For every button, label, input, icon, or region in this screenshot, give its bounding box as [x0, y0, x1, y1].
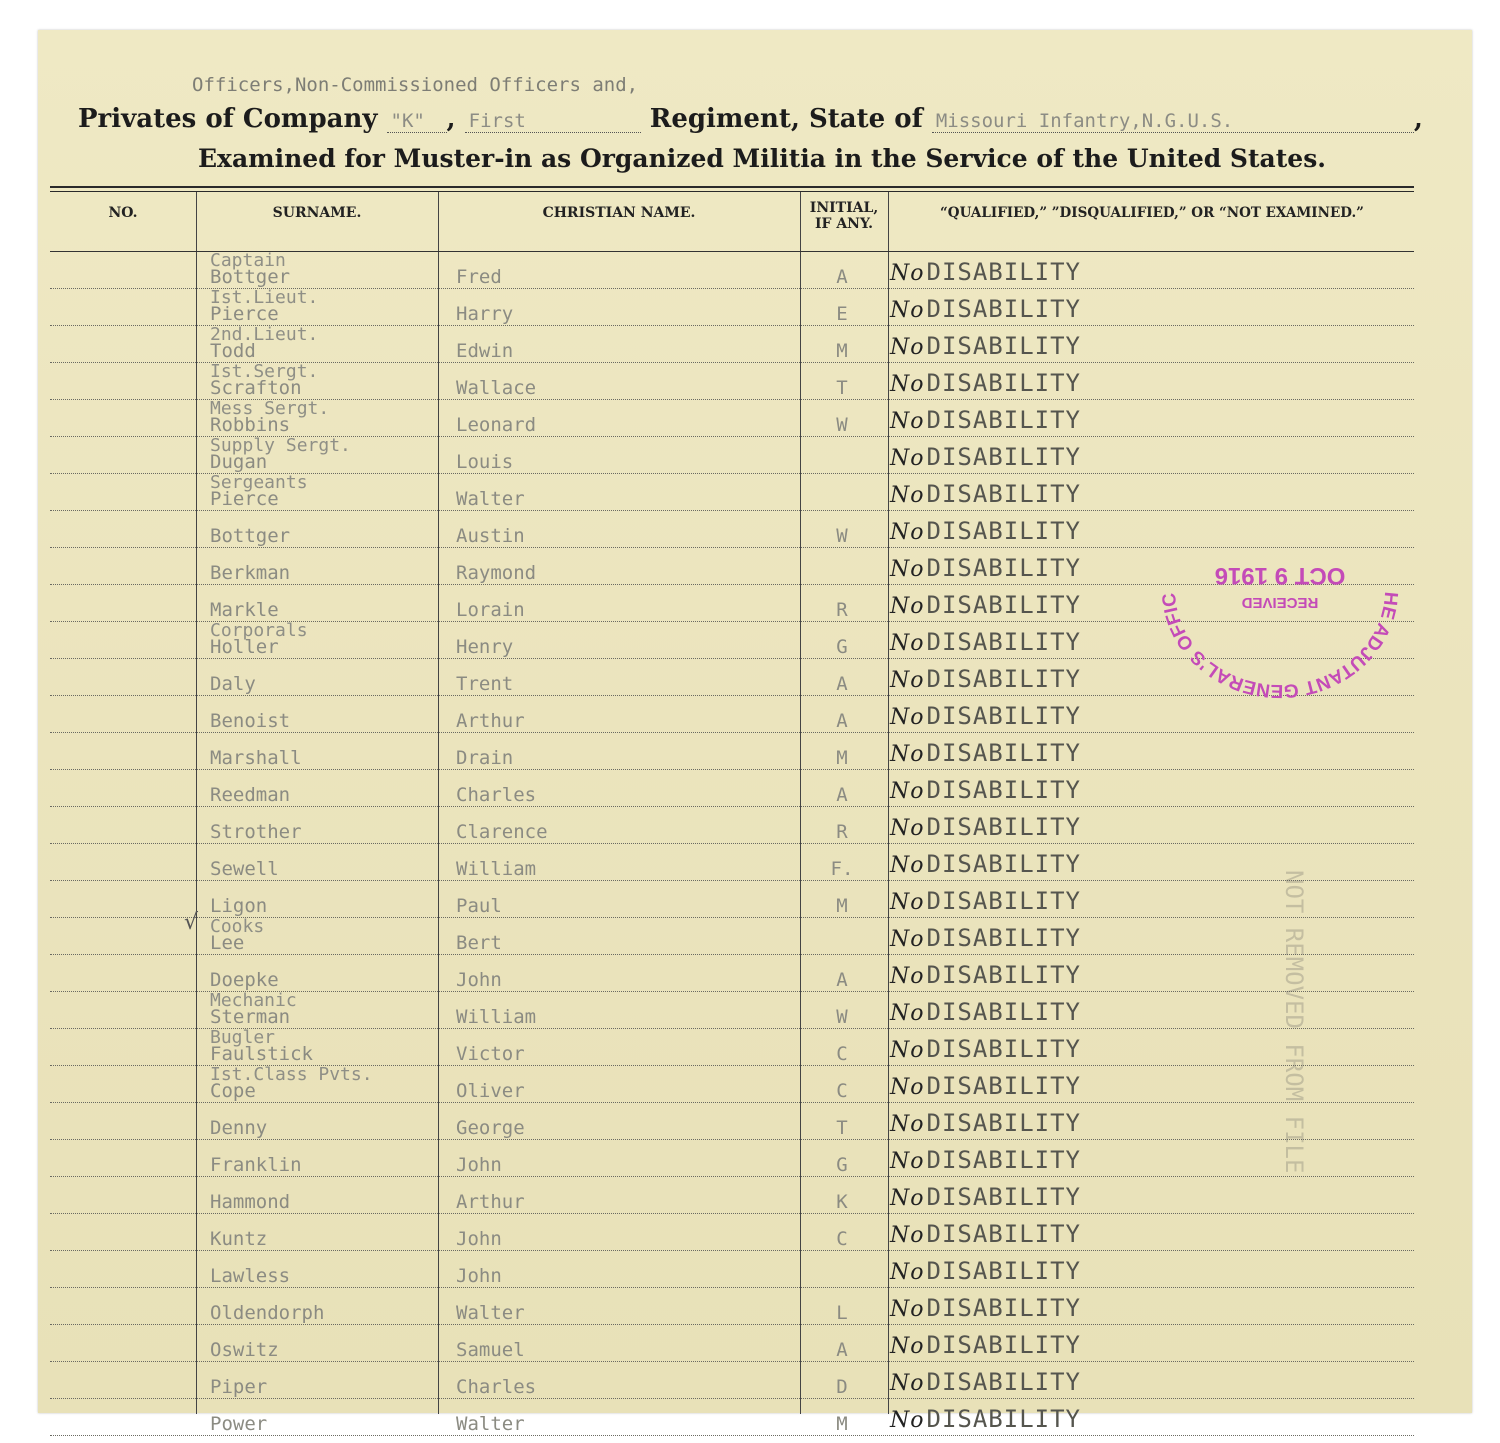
- status-handwritten: No: [890, 927, 925, 952]
- row-status: [890, 887, 1081, 915]
- status-stamped: DISABILITY: [926, 1294, 1081, 1322]
- status-handwritten: No: [890, 1112, 925, 1137]
- status-handwritten: No: [890, 1186, 925, 1211]
- row-christian-name: William: [456, 858, 537, 880]
- status-handwritten: No: [890, 557, 925, 582]
- row-status: [890, 665, 1081, 693]
- row-christian-name: Wallace: [456, 377, 537, 399]
- row-initial: C: [836, 1228, 848, 1250]
- row-status: [890, 702, 1081, 730]
- row-status: [890, 1072, 1081, 1100]
- row-surname: Markle: [210, 599, 279, 621]
- row-status: [890, 1183, 1081, 1211]
- row-surname: Power: [210, 1413, 268, 1435]
- status-stamped: DISABILITY: [926, 628, 1081, 656]
- row-surname: Oswitz: [210, 1339, 279, 1361]
- row-surname: Hammond: [210, 1191, 291, 1213]
- status-stamped: DISABILITY: [926, 665, 1081, 693]
- status-handwritten: No: [890, 261, 925, 286]
- row-status: [890, 850, 1081, 878]
- row-surname: Doepke: [210, 969, 279, 991]
- status-stamped: DISABILITY: [926, 850, 1081, 878]
- status-handwritten: No: [890, 1075, 925, 1100]
- row-status: [890, 406, 1081, 434]
- row-christian-name: Walter: [456, 1413, 525, 1435]
- row-rank: Corporals: [210, 620, 308, 641]
- status-stamped: DISABILITY: [926, 295, 1081, 323]
- row-initial: A: [836, 1339, 848, 1361]
- row-surname: Robbins: [210, 414, 291, 436]
- row-surname: Pierce: [210, 303, 279, 325]
- row-christian-name: Leonard: [456, 414, 537, 436]
- row-status: [890, 1257, 1081, 1285]
- row-christian-name: Charles: [456, 1376, 537, 1398]
- row-christian-name: Lorain: [456, 599, 525, 621]
- row-rank: Mechanic: [210, 990, 297, 1011]
- col-header-initial-1: INITIAL,: [809, 200, 879, 216]
- document-page: [38, 30, 1472, 1435]
- status-handwritten: No: [890, 890, 925, 915]
- row-christian-name: Oliver: [456, 1080, 525, 1102]
- status-stamped: DISABILITY: [926, 443, 1081, 471]
- row-christian-name: Walter: [456, 1302, 525, 1324]
- status-stamped: DISABILITY: [926, 739, 1081, 767]
- row-status: [890, 998, 1081, 1026]
- row-initial: L: [836, 1302, 848, 1324]
- row-surname: Scrafton: [210, 377, 302, 399]
- col-header-status: “QUALIFIED,” ”DISQUALIFIED,” OR “NOT EXAMINED.”: [940, 205, 1364, 221]
- header-officers-line: Officers,Non-Commissioned Officers and,: [192, 74, 639, 96]
- state-field: Missouri Infantry,N.G.U.S.: [932, 110, 1414, 133]
- status-handwritten: No: [890, 816, 925, 841]
- row-initial: K: [836, 1191, 848, 1213]
- status-handwritten: No: [890, 335, 925, 360]
- status-handwritten: No: [890, 631, 925, 656]
- row-status: [890, 1146, 1081, 1174]
- row-initial: F.: [830, 858, 854, 880]
- row-rank: Ist.Sergt.: [210, 361, 319, 382]
- status-handwritten: No: [890, 409, 925, 434]
- status-handwritten: No: [890, 1371, 925, 1396]
- row-status: [890, 1220, 1081, 1248]
- status-stamped: DISABILITY: [926, 961, 1081, 989]
- col-header-christian: CHRISTIAN NAME.: [542, 205, 696, 221]
- row-surname: Todd: [210, 340, 256, 362]
- regiment-label: Regiment, State of: [649, 104, 923, 134]
- row-initial: W: [836, 525, 848, 547]
- row-initial: A: [836, 784, 848, 806]
- col-header-surname: SURNAME.: [272, 205, 362, 221]
- status-stamped: DISABILITY: [926, 1183, 1081, 1211]
- col-header-initial-2: IF ANY.: [814, 216, 874, 232]
- received-stamp: [1150, 540, 1410, 710]
- row-christian-name: Austin: [456, 525, 525, 547]
- status-handwritten: No: [890, 1297, 925, 1322]
- row-initial: A: [836, 710, 848, 732]
- row-christian-name: John: [456, 1154, 502, 1176]
- row-surname: Sewell: [210, 858, 279, 880]
- status-stamped: DISABILITY: [926, 480, 1081, 508]
- column-divider: [800, 192, 801, 1414]
- col-header-initial: [800, 200, 888, 232]
- row-surname: Franklin: [210, 1154, 302, 1176]
- row-surname: Berkman: [210, 562, 291, 584]
- faint-stamp-text: NOT REMOVED FROM FILE: [1280, 870, 1308, 1174]
- row-line: [50, 843, 1414, 844]
- row-status: [890, 1405, 1081, 1433]
- status-handwritten: No: [890, 298, 925, 323]
- status-handwritten: No: [890, 520, 925, 545]
- row-surname: Strother: [210, 821, 302, 843]
- status-stamped: DISABILITY: [926, 517, 1081, 545]
- row-line: [50, 1324, 1414, 1325]
- row-initial: M: [836, 1413, 848, 1435]
- row-surname: Sterman: [210, 1006, 291, 1028]
- row-christian-name: Samuel: [456, 1339, 525, 1361]
- row-initial: C: [836, 1043, 848, 1065]
- row-line: [50, 1435, 1414, 1436]
- stamp-office-text: HE ADJUTANT GENERAL'S OFFIC: [1158, 590, 1402, 702]
- row-initial: M: [836, 895, 848, 917]
- row-christian-name: Paul: [456, 895, 502, 917]
- status-handwritten: No: [890, 1260, 925, 1285]
- row-initial: E: [836, 303, 848, 325]
- row-rank: Mess Sergt.: [210, 398, 330, 419]
- row-rank: 2nd.Lieut.: [210, 324, 319, 345]
- status-stamped: DISABILITY: [926, 591, 1081, 619]
- row-christian-name: Walter: [456, 488, 525, 510]
- status-stamped: DISABILITY: [926, 1331, 1081, 1359]
- status-handwritten: No: [890, 446, 925, 471]
- row-initial: C: [836, 1080, 848, 1102]
- row-surname: Lee: [210, 932, 245, 954]
- col-header-no: NO.: [108, 205, 138, 221]
- row-initial: R: [836, 821, 848, 843]
- row-rank: Bugler: [210, 1027, 276, 1048]
- row-status: [890, 295, 1081, 323]
- status-stamped: DISABILITY: [926, 1368, 1081, 1396]
- column-divider: [888, 192, 889, 1414]
- status-handwritten: No: [890, 1223, 925, 1248]
- row-initial: T: [836, 1117, 848, 1139]
- status-stamped: DISABILITY: [926, 1146, 1081, 1174]
- row-rank: Captain: [210, 250, 286, 271]
- row-status: [890, 813, 1081, 841]
- row-christian-name: Victor: [456, 1043, 525, 1065]
- row-christian-name: John: [456, 1265, 502, 1287]
- status-handwritten: No: [890, 705, 925, 730]
- row-surname: Kuntz: [210, 1228, 268, 1250]
- row-status: [890, 739, 1081, 767]
- status-handwritten: No: [890, 779, 925, 804]
- status-handwritten: No: [890, 594, 925, 619]
- row-christian-name: Henry: [456, 636, 514, 658]
- status-handwritten: No: [890, 1149, 925, 1174]
- row-status: [890, 776, 1081, 804]
- row-rank: Supply Sergt.: [210, 435, 351, 456]
- header-rule-top: [50, 186, 1414, 188]
- row-status: [890, 517, 1081, 545]
- row-christian-name: Charles: [456, 784, 537, 806]
- status-stamped: DISABILITY: [926, 924, 1081, 952]
- row-surname: Marshall: [210, 747, 302, 769]
- row-initial: M: [836, 747, 848, 769]
- row-status: [890, 369, 1081, 397]
- row-status: [890, 554, 1081, 582]
- row-status: [890, 1035, 1081, 1063]
- row-surname: Holler: [210, 636, 279, 658]
- status-stamped: DISABILITY: [926, 1109, 1081, 1137]
- stamp-received-text: RECEIVED: [1241, 594, 1319, 611]
- row-line: [50, 769, 1414, 770]
- row-christian-name: Raymond: [456, 562, 537, 584]
- row-line: [50, 732, 1414, 733]
- status-stamped: DISABILITY: [926, 554, 1081, 582]
- row-status: [890, 1294, 1081, 1322]
- row-status: [890, 1331, 1081, 1359]
- row-initial: A: [836, 673, 848, 695]
- row-christian-name: John: [456, 969, 502, 991]
- status-handwritten: No: [890, 668, 925, 693]
- row-line: [50, 1361, 1414, 1362]
- row-christian-name: William: [456, 1006, 537, 1028]
- status-stamped: DISABILITY: [926, 406, 1081, 434]
- row-status: [890, 1368, 1081, 1396]
- status-stamped: DISABILITY: [926, 258, 1081, 286]
- status-stamped: DISABILITY: [926, 1257, 1081, 1285]
- check-mark: √: [184, 910, 199, 935]
- row-initial: D: [836, 1376, 848, 1398]
- row-christian-name: Drain: [456, 747, 514, 769]
- status-handwritten: No: [890, 483, 925, 508]
- row-christian-name: Trent: [456, 673, 514, 695]
- status-handwritten: No: [890, 1038, 925, 1063]
- row-surname: Oldendorph: [210, 1302, 325, 1324]
- status-stamped: DISABILITY: [926, 1405, 1081, 1433]
- row-surname: Ligon: [210, 895, 268, 917]
- faint-stamp: [1158, 850, 1318, 1310]
- status-stamped: DISABILITY: [926, 1220, 1081, 1248]
- row-initial: W: [836, 414, 848, 436]
- status-stamped: DISABILITY: [926, 1072, 1081, 1100]
- row-initial: W: [836, 1006, 848, 1028]
- row-surname: Denny: [210, 1117, 268, 1139]
- status-handwritten: No: [890, 964, 925, 989]
- row-christian-name: Harry: [456, 303, 514, 325]
- column-divider: [196, 192, 197, 1414]
- row-surname: Benoist: [210, 710, 291, 732]
- row-status: [890, 332, 1081, 360]
- row-surname: Faulstick: [210, 1043, 313, 1065]
- row-status: [890, 480, 1081, 508]
- row-rank: Ist.Lieut.: [210, 287, 319, 308]
- status-stamped: DISABILITY: [926, 813, 1081, 841]
- status-handwritten: No: [890, 853, 925, 878]
- row-surname: Lawless: [210, 1265, 291, 1287]
- row-status: [890, 628, 1081, 656]
- status-stamped: DISABILITY: [926, 998, 1081, 1026]
- row-status: [890, 924, 1081, 952]
- status-handwritten: No: [890, 1408, 925, 1433]
- row-status: [890, 443, 1081, 471]
- row-christian-name: Arthur: [456, 1191, 525, 1213]
- row-initial: R: [836, 599, 848, 621]
- row-rank: Ist.Class Pvts.: [210, 1064, 373, 1085]
- row-initial: A: [836, 266, 848, 288]
- row-status: [890, 961, 1081, 989]
- row-line: [50, 806, 1414, 807]
- status-handwritten: No: [890, 1334, 925, 1359]
- row-initial: G: [836, 636, 848, 658]
- status-handwritten: No: [890, 1001, 925, 1026]
- stamp-date-text: OCT 9 1916: [1214, 562, 1346, 589]
- row-initial: M: [836, 340, 848, 362]
- row-surname: Piper: [210, 1376, 268, 1398]
- row-line: [50, 1398, 1414, 1399]
- status-stamped: DISABILITY: [926, 332, 1081, 360]
- row-status: [890, 591, 1081, 619]
- status-handwritten: No: [890, 372, 925, 397]
- row-christian-name: Clarence: [456, 821, 548, 843]
- privates-label: Privates of Company: [78, 104, 378, 134]
- row-christian-name: George: [456, 1117, 525, 1139]
- row-christian-name: Fred: [456, 266, 502, 288]
- status-stamped: DISABILITY: [926, 369, 1081, 397]
- status-stamped: DISABILITY: [926, 776, 1081, 804]
- status-stamped: DISABILITY: [926, 887, 1081, 915]
- status-stamped: DISABILITY: [926, 1035, 1081, 1063]
- row-initial: T: [836, 377, 848, 399]
- header-company-line: Privates of Company "K" , First Regiment, State of Missouri Infantry,N.G.U.S. ,: [78, 104, 1423, 134]
- row-status: [890, 258, 1081, 286]
- header-rule-bottom: [50, 191, 1414, 192]
- row-surname: Cope: [210, 1080, 256, 1102]
- row-christian-name: Edwin: [456, 340, 514, 362]
- row-surname: Bottger: [210, 266, 291, 288]
- row-surname: Dugan: [210, 451, 268, 473]
- column-divider: [438, 192, 439, 1414]
- row-surname: Pierce: [210, 488, 279, 510]
- row-line: [50, 510, 1414, 511]
- row-surname: Bottger: [210, 525, 291, 547]
- row-surname: Reedman: [210, 784, 291, 806]
- row-christian-name: Arthur: [456, 710, 525, 732]
- row-status: [890, 1109, 1081, 1137]
- status-handwritten: No: [890, 742, 925, 767]
- row-surname: Daly: [210, 673, 256, 695]
- row-initial: G: [836, 1154, 848, 1176]
- row-christian-name: John: [456, 1228, 502, 1250]
- row-rank: Cooks: [210, 916, 265, 937]
- row-initial: A: [836, 969, 848, 991]
- regiment-number-field: First: [465, 110, 641, 133]
- status-stamped: DISABILITY: [926, 702, 1081, 730]
- company-field: "K": [387, 110, 447, 133]
- row-christian-name: Bert: [456, 932, 502, 954]
- row-rank: Sergeants: [210, 472, 308, 493]
- header-examined-line: Examined for Muster-in as Organized Militia in the Service of the United States.: [198, 144, 1326, 173]
- row-christian-name: Louis: [456, 451, 514, 473]
